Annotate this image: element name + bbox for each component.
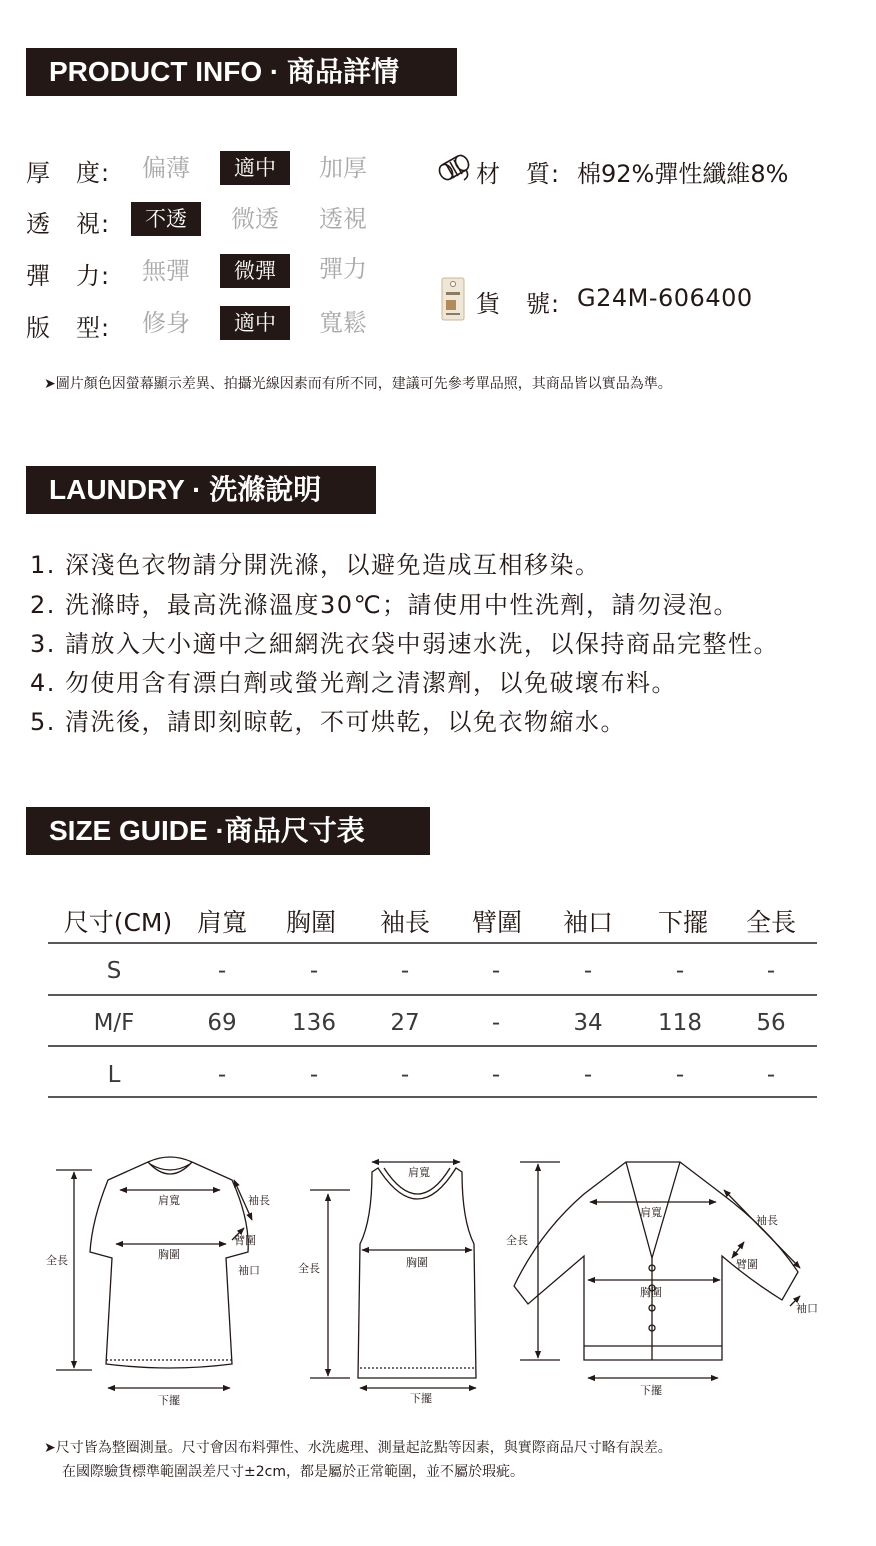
size-cell: 27 (390, 1010, 420, 1036)
label-length: 全長 (298, 1262, 320, 1275)
elasticity-label: 彈 力: (26, 262, 111, 290)
elasticity-option-selected: 微彈 (220, 254, 290, 288)
size-cell: - (583, 1062, 593, 1088)
product-info-heading: PRODUCT INFO · 商品詳情 (26, 48, 457, 96)
table-divider (48, 942, 817, 944)
label-cuff: 袖口 (238, 1264, 260, 1277)
fit-option-selected: 適中 (220, 306, 290, 340)
size-cell: - (400, 1062, 410, 1088)
laundry-item: 1. 深淺色衣物請分開洗滌，以避免造成互相移染。 (30, 551, 601, 579)
label-shoulder: 肩寬 (408, 1166, 430, 1179)
size-cell: 118 (658, 1010, 702, 1036)
size-cell: - (675, 958, 685, 984)
opacity-option: 微透 (231, 205, 279, 233)
size-cell: - (766, 958, 776, 984)
opacity-option-selected: 不透 (131, 202, 201, 236)
laundry-heading: LAUNDRY · 洗滌說明 (26, 466, 376, 514)
size-column-header: 下擺 (657, 908, 708, 937)
size-cell: - (400, 958, 410, 984)
tank-top-diagram (310, 1162, 476, 1388)
fit-option: 寬鬆 (319, 309, 367, 337)
fit-label: 版 型: (26, 314, 111, 342)
label-shoulder: 肩寬 (640, 1206, 662, 1219)
size-cell: L (107, 1062, 121, 1088)
elasticity-option: 彈力 (319, 255, 367, 283)
label-sleeve-length: 袖長 (756, 1214, 778, 1227)
size-cell: - (766, 1062, 776, 1088)
label-cuff: 袖口 (796, 1302, 818, 1315)
label-length: 全長 (46, 1254, 68, 1267)
size-column-header: 胸圍 (285, 908, 336, 937)
label-arm: 臂圍 (234, 1234, 256, 1247)
size-column-header: 全長 (745, 908, 796, 937)
fit-option: 修身 (142, 309, 190, 337)
label-arm: 臂圍 (736, 1258, 758, 1271)
size-cell: - (491, 958, 501, 984)
thickness-option: 加厚 (319, 154, 367, 182)
material-label: 材 質: (476, 160, 561, 188)
color-disclaimer: ➤圖片顏色因螢幕顯示差異、拍攝光線因素而有所不同，建議可先參考單品照，其商品皆以實品為準。 (44, 376, 672, 392)
tag-icon (440, 276, 466, 322)
label-length: 全長 (506, 1234, 528, 1247)
elasticity-option: 無彈 (142, 257, 190, 285)
size-cell: - (675, 1062, 685, 1088)
item-number-label: 貨 號: (476, 290, 561, 318)
size-cell: - (309, 1062, 319, 1088)
label-hem: 下擺 (158, 1394, 180, 1407)
table-divider (48, 1096, 817, 1098)
size-column-header: 臂圍 (471, 908, 522, 937)
table-divider (48, 1045, 817, 1047)
laundry-item: 5. 清洗後，請即刻晾乾，不可烘乾，以免衣物縮水。 (30, 708, 627, 736)
size-cell: 136 (292, 1010, 336, 1036)
size-note-tolerance: 在國際驗貨標準範圍誤差尺寸±2cm，都是屬於正常範圍，並不屬於瑕疵。 (62, 1464, 524, 1480)
thickness-label: 厚 度: (26, 159, 111, 187)
label-chest: 胸圍 (158, 1248, 180, 1261)
thickness-option: 偏薄 (142, 154, 190, 182)
label-chest: 胸圍 (406, 1256, 428, 1269)
label-hem: 下擺 (410, 1392, 432, 1405)
size-cell: - (583, 958, 593, 984)
size-column-header: 尺寸(CM) (63, 908, 173, 937)
size-cell: - (491, 1062, 501, 1088)
size-cell: 56 (756, 1010, 786, 1036)
size-cell: S (106, 958, 122, 984)
size-column-header: 袖口 (562, 908, 613, 937)
size-cell: M/F (93, 1010, 135, 1036)
item-number-value: G24M-606400 (577, 284, 753, 312)
size-column-header: 肩寬 (196, 908, 247, 937)
label-hem: 下擺 (640, 1384, 662, 1397)
label-chest: 胸圍 (640, 1286, 662, 1299)
laundry-item: 4. 勿使用含有漂白劑或螢光劑之清潔劑，以免破壞布料。 (30, 669, 678, 697)
opacity-label: 透 視: (26, 210, 111, 238)
thickness-option-selected: 適中 (220, 151, 290, 185)
laundry-item: 3. 請放入大小適中之細網洗衣袋中弱速水洗，以保持商品完整性。 (30, 630, 780, 658)
thread-spool-icon (436, 152, 472, 184)
material-value: 棉92%彈性纖維8% (577, 160, 789, 188)
measurement-diagrams (0, 1140, 876, 1430)
size-guide-heading: SIZE GUIDE ·商品尺寸表 (26, 807, 430, 855)
laundry-item: 2. 洗滌時，最高洗滌溫度30℃；請使用中性洗劑，請勿浸泡。 (30, 591, 740, 619)
size-note: ➤尺寸皆為整圈測量。尺寸會因布料彈性、水洗處理、測量起訖點等因素，與實際商品尺寸略有誤差。 (44, 1440, 672, 1456)
tshirt-diagram (56, 1157, 252, 1388)
size-cell: - (491, 1010, 501, 1036)
size-cell: - (309, 958, 319, 984)
size-cell: - (217, 958, 227, 984)
size-cell: 34 (573, 1010, 603, 1036)
label-shoulder: 肩寬 (158, 1194, 180, 1207)
opacity-option: 透視 (319, 205, 367, 233)
table-divider (48, 994, 817, 996)
size-cell: 69 (207, 1010, 237, 1036)
size-cell: - (217, 1062, 227, 1088)
label-sleeve-length: 袖長 (248, 1194, 270, 1207)
size-column-header: 袖長 (379, 908, 430, 937)
